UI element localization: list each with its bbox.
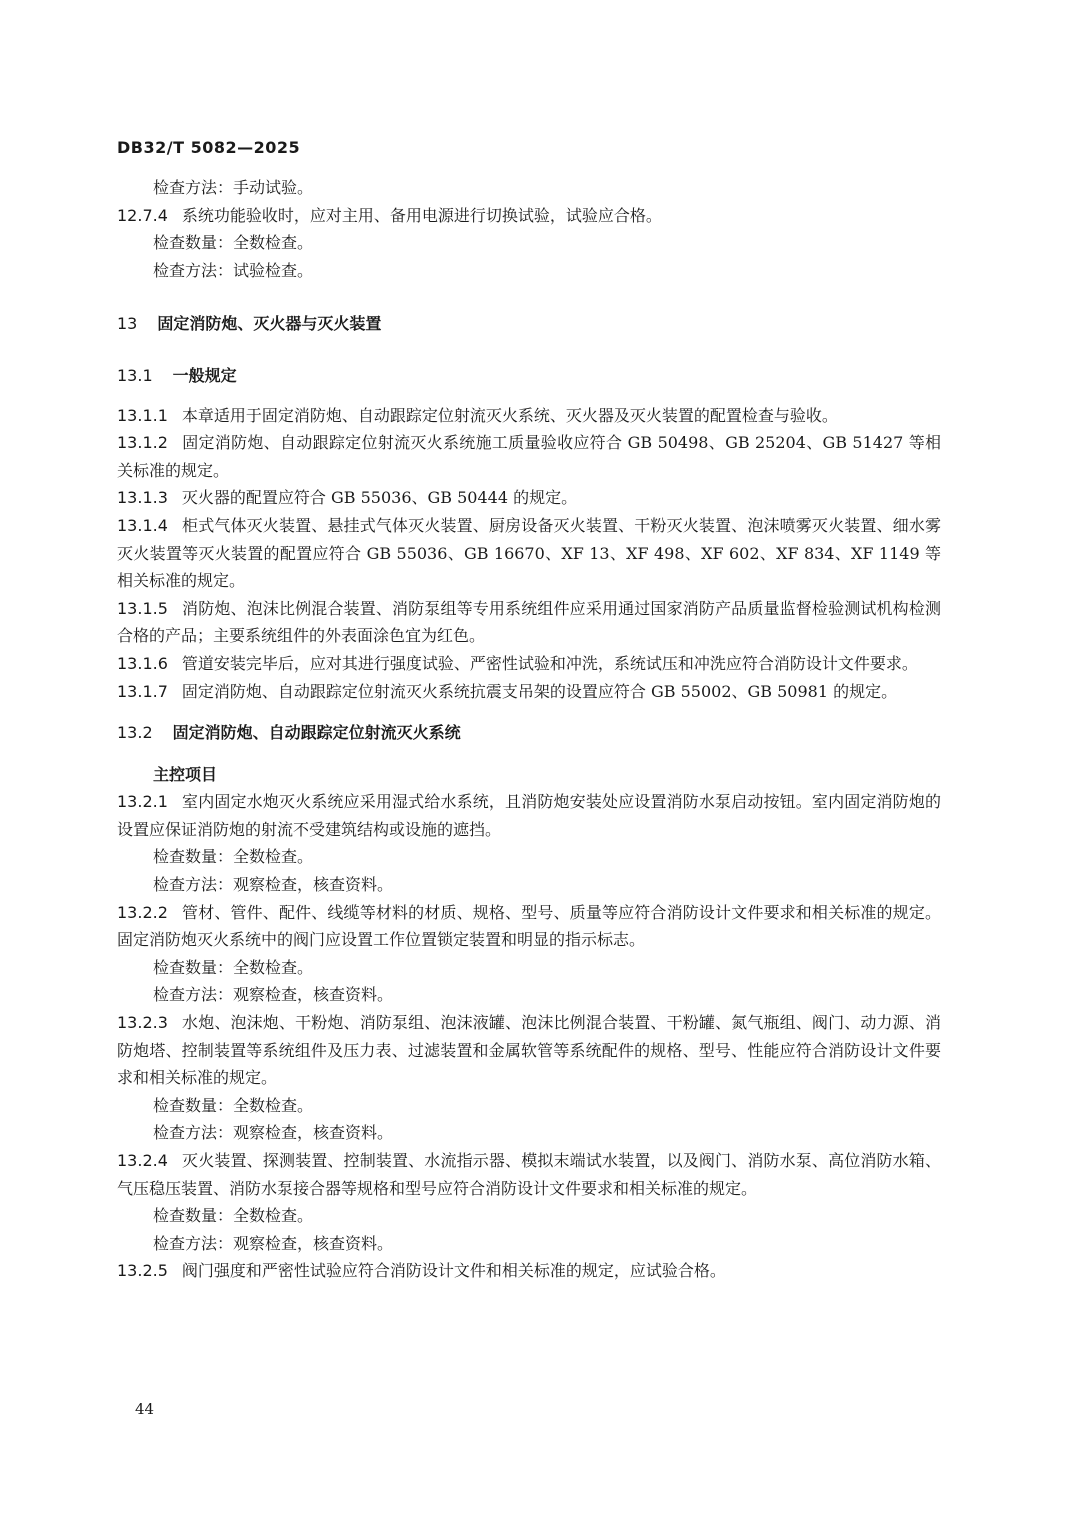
clause-text: 固定消防炮、自动跟踪定位射流灭火系统抗震支吊架的设置应符合 GB 55002、GB 50981 的规定。 xyxy=(181,681,898,701)
clause-text: 水炮、泡沫炮、干粉炮、消防泵组、泡沫液罐、泡沫比例混合装置、干粉罐、氮气瓶组、阀门、动力源、消防炮塔、控制装置等系统组件及压力表、过滤装置和金属软管等系统配件的规格、型号、性能应符合消防设计文件要求和相关标准的规定。 xyxy=(117,1013,941,1088)
check-line: 检查数量：全数检查。 xyxy=(153,1095,314,1115)
check-line: 检查方法：手动试验。 xyxy=(153,178,314,197)
check-line: 检查方法：观察检查，核查资料。 xyxy=(153,1123,394,1143)
clause-number: 13.1.2 xyxy=(117,433,168,453)
check-line: 检查数量：全数检查。 xyxy=(153,957,314,977)
clause-12-7-4 xyxy=(117,202,941,230)
clause-number: 13.1.4 xyxy=(117,515,168,535)
clause-13-1-4 xyxy=(117,512,941,595)
clause-13-1-3 xyxy=(117,484,941,512)
clause-text: 柜式气体灭火装置、悬挂式气体灭火装置、厨房设备灭火装置、干粉灭火装置、泡沫喷雾灭火装置、细水雾灭火装置等灭火装置的配置应符合 GB 55036、GB 16670、XF 13、XF 498、XF 602、XF 834、XF 1149 等相关标准的规定。 xyxy=(117,515,941,591)
clause-text: 固定消防炮、自动跟踪定位射流灭火系统施工质量验收应符合 GB 50498、GB 25204、GB 51427 等相关标准的规定。 xyxy=(117,433,941,480)
section-heading xyxy=(117,362,941,390)
clause-13-2-4 xyxy=(117,1147,941,1202)
clause-number: 13.2.3 xyxy=(117,1013,168,1033)
clause-number: 13.2.5 xyxy=(117,1261,168,1281)
clause-text: 管材、管件、配件、线缆等材料的材质、规格、型号、质量等应符合消防设计文件要求和相关标准的规定。固定消防炮灭火系统中的阀门应设置工作位置锁定装置和明显的指示标志。 xyxy=(117,902,941,950)
clause-13-1-5 xyxy=(117,595,941,650)
clause-text: 阀门强度和严密性试验应符合消防设计文件和相关标准的规定，应试验合格。 xyxy=(181,1261,726,1281)
clause-13-2-3 xyxy=(117,1009,941,1092)
clause-text: 系统功能验收时，应对主用、备用电源进行切换试验，试验应合格。 xyxy=(181,205,662,225)
check-line: 检查方法：观察检查，核查资料。 xyxy=(153,875,394,895)
clause-number: 13.1.3 xyxy=(117,488,168,508)
section-number: 13.2 xyxy=(117,723,153,743)
clause-text: 管道安装完毕后，应对其进行强度试验、严密性试验和冲洗，系统试压和冲洗应符合消防设计文件要求。 xyxy=(181,653,918,673)
clause-text: 灭火装置、探测装置、控制装置、水流指示器、模拟末端试水装置，以及阀门、消防水泵、高位消防水箱、气压稳压装置、消防水泵接合器等规格和型号应符合消防设计文件要求和相关标准的规定。 xyxy=(117,1151,941,1198)
check-line: 检查方法：观察检查，核查资料。 xyxy=(153,985,394,1005)
chapter-number: 13 xyxy=(117,314,138,334)
clause-number: 13.2.1 xyxy=(117,792,168,812)
clause-text: 消防炮、泡沫比例混合装置、消防泵组等专用系统组件应采用通过国家消防产品质量监督检验测试机构检测合格的产品；主要系统组件的外表面涂色宜为红色。 xyxy=(117,598,941,646)
check-line: 检查方法：观察检查，核查资料。 xyxy=(153,1233,394,1253)
document-body xyxy=(117,174,941,1285)
clause-number: 12.7.4 xyxy=(117,205,168,225)
section-number: 13.1 xyxy=(117,365,153,385)
subsection-heading: 主控项目 xyxy=(153,764,218,784)
section-heading xyxy=(117,719,941,747)
clause-number: 13.1.7 xyxy=(117,681,168,701)
clause-text: 灭火器的配置应符合 GB 55036、GB 50444 的规定。 xyxy=(181,488,578,508)
check-line: 检查数量：全数检查。 xyxy=(153,1206,314,1226)
clause-13-1-6 xyxy=(117,650,941,678)
page-number: 44 xyxy=(135,1400,155,1418)
section-title: 一般规定 xyxy=(172,365,237,385)
document-code: DB32/T 5082—2025 xyxy=(117,138,301,157)
clause-13-2-1 xyxy=(117,788,941,843)
clause-13-1-1 xyxy=(117,402,941,430)
clause-number: 13.2.4 xyxy=(117,1151,168,1170)
clause-number: 13.2.2 xyxy=(117,902,168,922)
check-line: 检查数量：全数检查。 xyxy=(153,847,314,867)
clause-text: 室内固定水炮灭火系统应采用湿式给水系统，且消防炮安装处应设置消防水泵启动按钮。室内固定消防炮的设置应保证消防炮的射流不受建筑结构或设施的遮挡。 xyxy=(117,792,941,839)
clause-13-2-2 xyxy=(117,899,941,954)
check-line: 检查方法：试验检查。 xyxy=(153,260,314,280)
clause-13-1-2 xyxy=(117,429,941,484)
section-title: 固定消防炮、自动跟踪定位射流灭火系统 xyxy=(172,723,461,743)
clause-number: 13.1.5 xyxy=(117,598,168,618)
clause-text: 本章适用于固定消防炮、自动跟踪定位射流灭火系统、灭火器及灭火装置的配置检查与验收。 xyxy=(181,405,838,425)
clause-13-2-5 xyxy=(117,1257,941,1285)
clause-number: 13.1.1 xyxy=(117,405,168,425)
clause-number: 13.1.6 xyxy=(117,653,168,673)
chapter-title: 固定消防炮、灭火器与灭火装置 xyxy=(157,314,382,334)
chapter-heading xyxy=(117,310,941,338)
check-line: 检查数量：全数检查。 xyxy=(153,233,314,253)
clause-13-1-7 xyxy=(117,678,941,706)
